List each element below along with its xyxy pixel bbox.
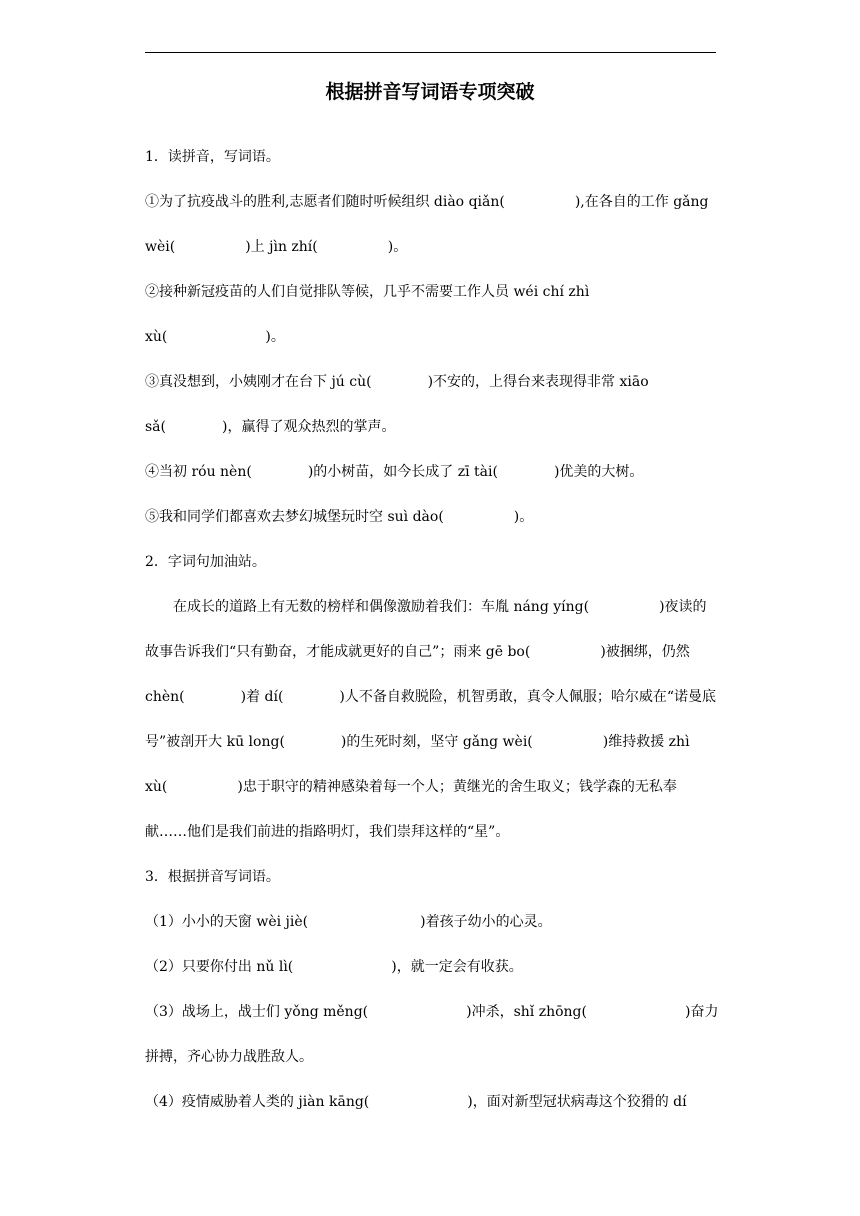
page-title: 根据拼音写词语专项突破: [325, 81, 535, 103]
paragraph-line: 故事告诉我们“只有勤奋，才能成就更好的自己”；雨来 gē bo( )被捆绑，仍然: [145, 644, 690, 660]
paragraph-line: chèn( )着 dí( )人不备自救脱险，机智勇敢，真令人佩服；哈尔威在“诺曼底: [145, 689, 717, 705]
section-heading-1: 1．读拼音，写词语。: [145, 149, 280, 165]
section-heading-2: 2．字词句加油站。: [145, 554, 266, 570]
paragraph-line: xù( )忠于职守的精神感染着每一个人；黄继光的舍生取义；钱学森的无私奉: [145, 779, 677, 795]
question-line: ③真没想到，小姨刚才在台下 jú cù( )不安的，上得台来表现得非常 xiāo: [145, 374, 649, 390]
question-line: xù( )。: [145, 329, 285, 345]
question-line: wèi( )上 jìn zhí( )。: [145, 239, 408, 255]
question-line: ④当初 róu nèn( )的小树苗，如今长成了 zī tài( )优美的大树。: [145, 464, 644, 480]
paragraph-line: 献……他们是我们前进的指路明灯，我们崇拜这样的“星”。: [145, 824, 510, 840]
question-line: 拼搏，齐心协力战胜敌人。: [145, 1049, 313, 1065]
header-rule: [145, 52, 716, 53]
section-heading-3: 3．根据拼音写词语。: [145, 869, 280, 885]
question-line: （4）疫情威胁着人类的 jiàn kāng( )，面对新型冠状病毒这个狡猾的 dí: [145, 1094, 687, 1110]
paragraph-line: 号”被剖开大 kū long( )的生死时刻，坚守 gǎng wèi( )维持救援 zhì: [145, 734, 690, 750]
question-line: （2）只要你付出 nǔ lì( )，就一定会有收获。: [145, 959, 523, 975]
question-line: （1）小小的天窗 wèi jiè( )着孩子幼小的心灵。: [145, 914, 552, 930]
question-line: （3）战场上，战士们 yǒng měng( )冲杀，shǐ zhōng( )奋力: [145, 1004, 719, 1020]
question-line: sǎ( )，赢得了观众热烈的掌声。: [145, 419, 396, 435]
paragraph-line: 在成长的道路上有无数的榜样和偶像激励着我们：车胤 náng yíng( )夜读的: [145, 599, 707, 615]
question-line: ⑤我和同学们都喜欢去梦幻城堡玩时空 suì dào( )。: [145, 509, 534, 525]
question-line: ②接种新冠疫苗的人们自觉排队等候，几乎不需要工作人员 wéi chí zhì: [145, 284, 590, 300]
question-line: ①为了抗疫战斗的胜利,志愿者们随时听候组织 diào qiǎn( ),在各自的工作 gǎng: [145, 194, 709, 210]
